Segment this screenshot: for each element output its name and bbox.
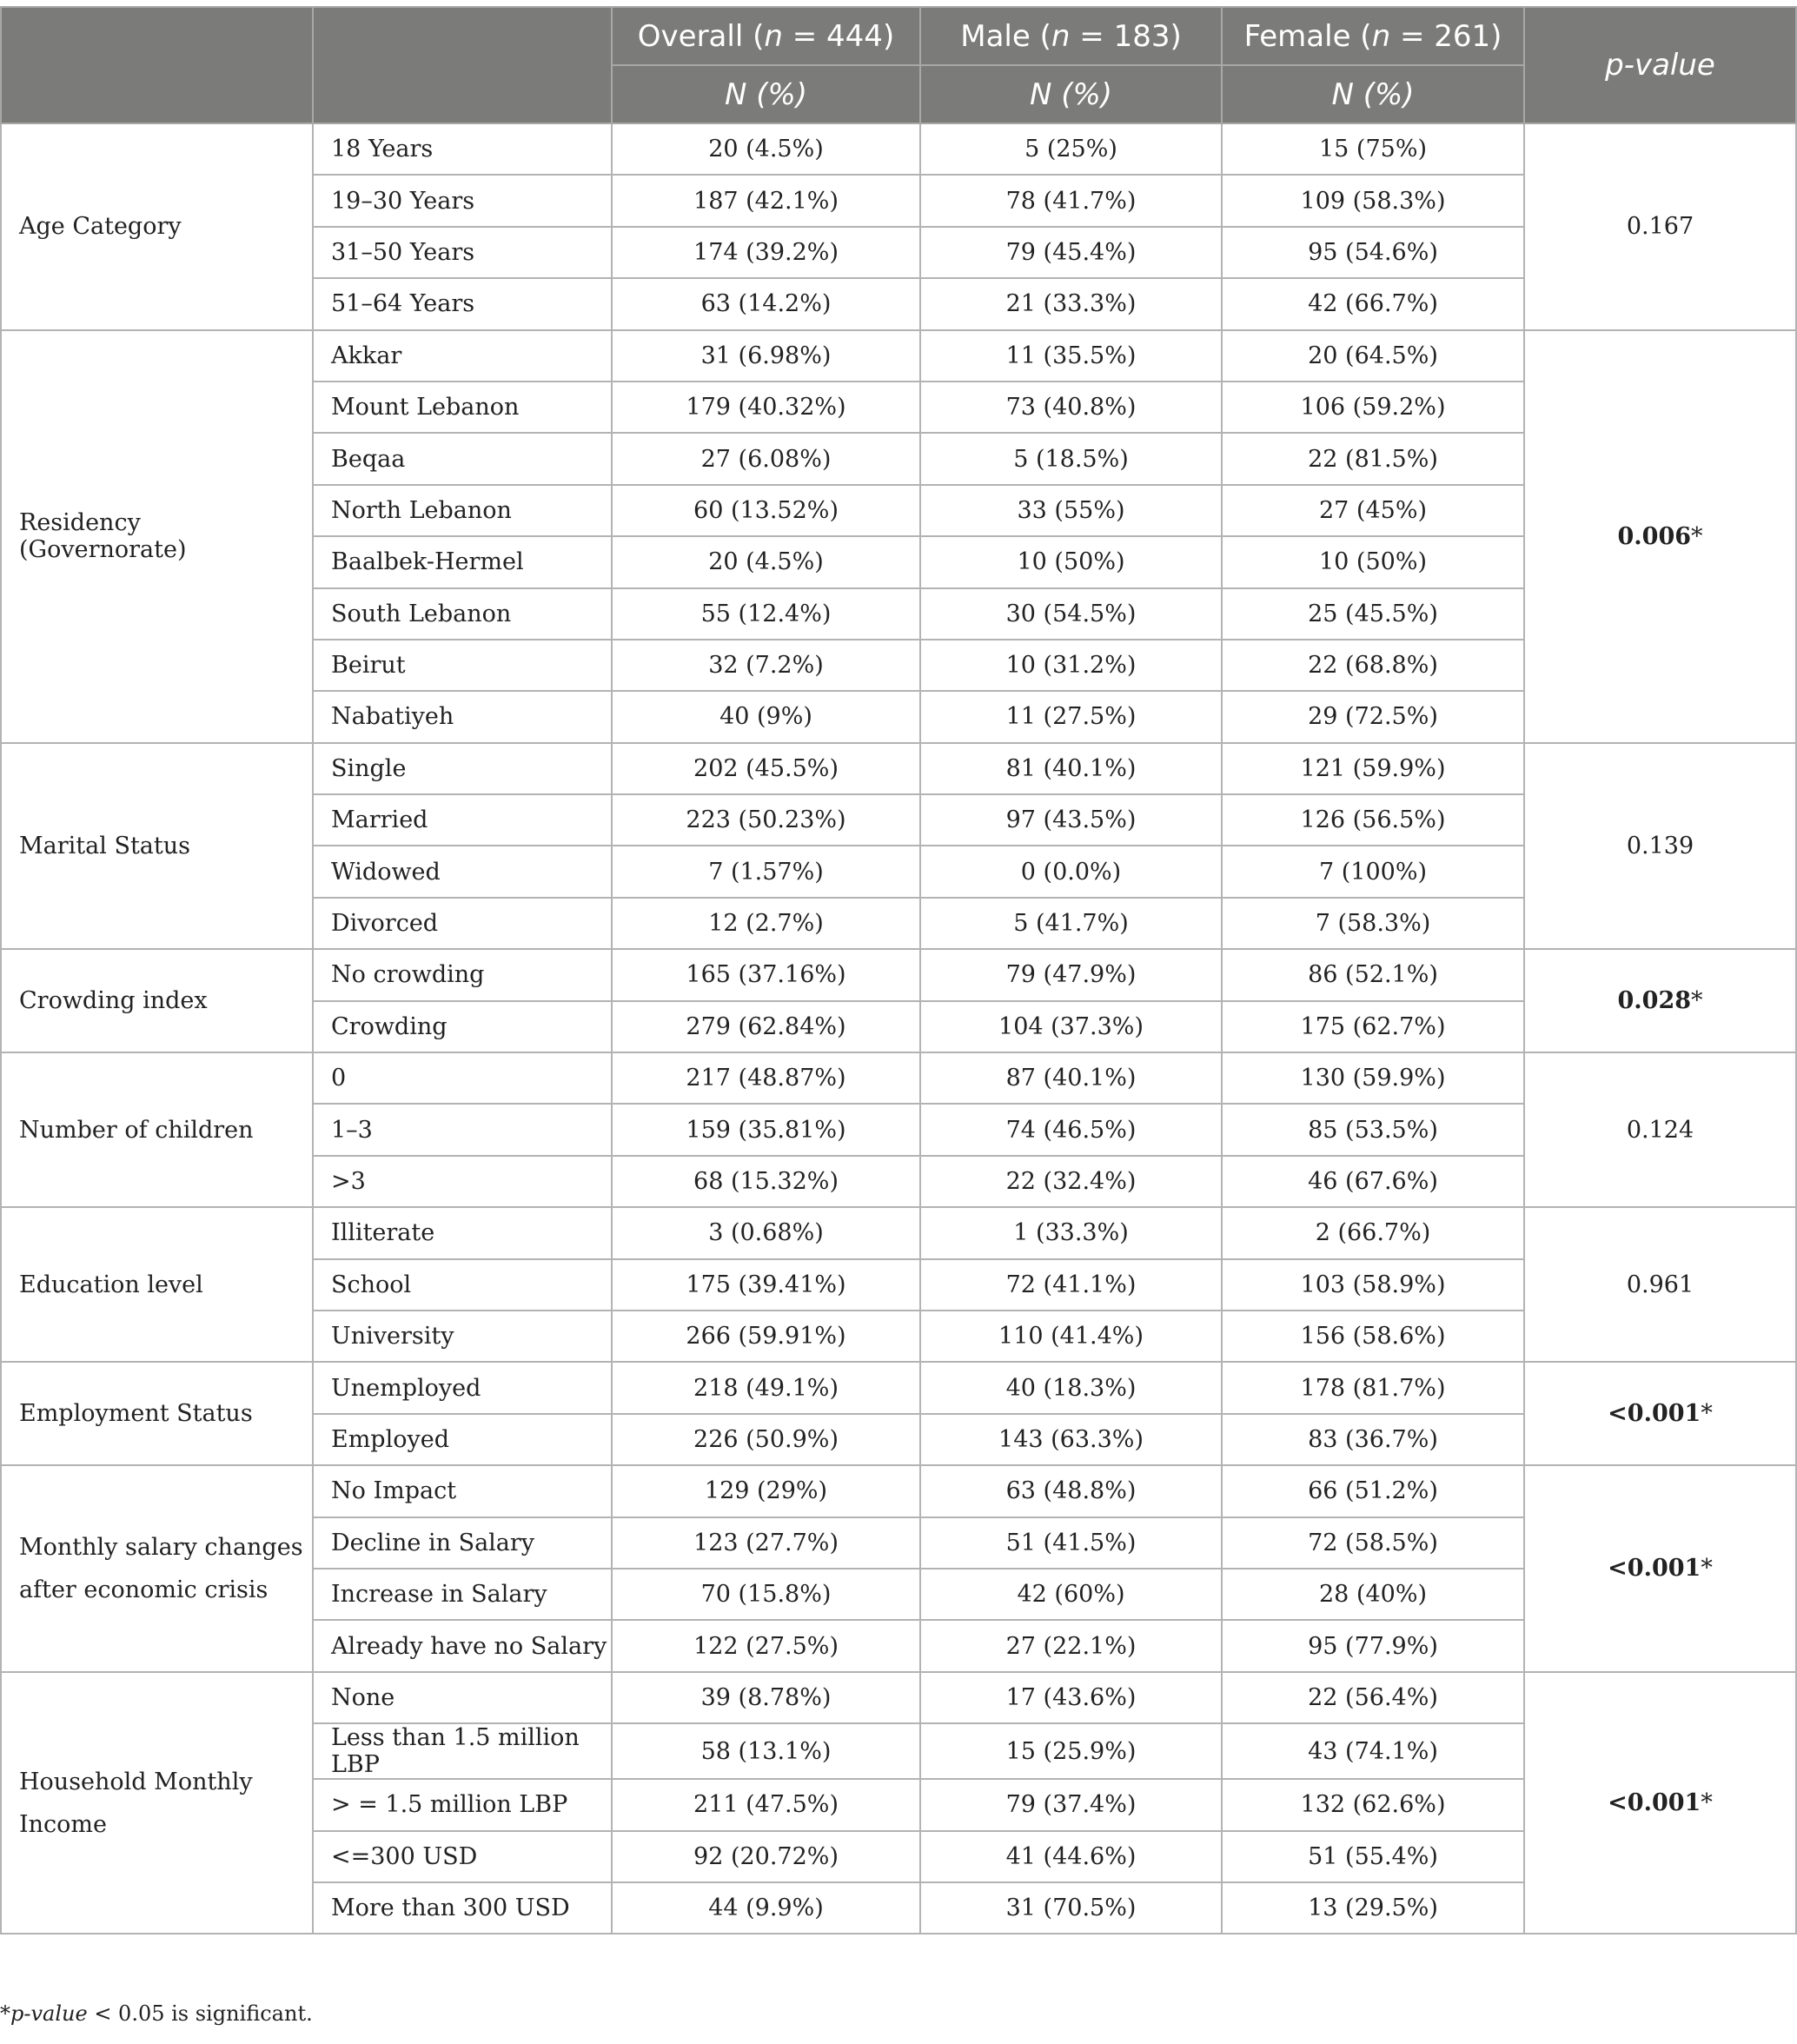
table-row [1,123,1796,175]
male-value: 5 (41.7%) [920,898,1222,949]
category-label: Employment Status [1,1362,313,1465]
category-label: Number of children [1,1052,313,1207]
overall-value: 68 (15.32%) [612,1156,920,1207]
male-value: 79 (47.9%) [920,949,1222,1000]
male-value: 72 (41.1%) [920,1259,1222,1311]
subcategory-label: Illiterate [313,1207,612,1258]
female-value: 22 (68.8%) [1222,640,1524,691]
male-value: 30 (54.5%) [920,588,1222,640]
overall-value: 44 (9.9%) [612,1882,920,1934]
table-row [1,1672,1796,1723]
footnote: *p-value < 0.05 is significant. [0,2001,313,2026]
pvalue: 0.006 [1617,522,1692,550]
pvalue-cell [1524,1207,1796,1362]
male-value: 10 (50%) [920,536,1222,587]
female-value: 103 (58.9%) [1222,1259,1524,1311]
male-value: 10 (31.2%) [920,640,1222,691]
male-value: 21 (33.3%) [920,278,1222,329]
subheader-overall: N (%) [612,65,920,123]
pvalue-cell [1524,1362,1796,1465]
subcategory-label: South Lebanon [313,588,612,640]
male-value: 40 (18.3%) [920,1362,1222,1413]
male-value: 33 (55%) [920,485,1222,536]
pvalue: <0.001 [1608,1789,1701,1817]
category-label: Crowding index [1,949,313,1052]
subcategory-label: >3 [313,1156,612,1207]
category-label-line: Income [19,1810,108,1838]
category-label-line: Household Monthly [19,1768,253,1795]
overall-value: 165 (37.16%) [612,949,920,1000]
female-value: 132 (62.6%) [1222,1779,1524,1830]
pvalue-cell [1524,123,1796,330]
overall-value: 20 (4.5%) [612,123,920,175]
subcategory-label: Less than 1.5 million LBP [313,1723,612,1779]
subcategory-label: <=300 USD [313,1831,612,1882]
overall-value: 32 (7.2%) [612,640,920,691]
pvalue-cell [1524,330,1796,743]
subcategory-label: More than 300 USD [313,1882,612,1934]
pvalue: <0.001 [1608,1400,1701,1428]
female-value: 95 (54.6%) [1222,227,1524,278]
subcategory-label: 18 Years [313,123,612,175]
female-value: 2 (66.7%) [1222,1207,1524,1258]
male-value: 104 (37.3%) [920,1001,1222,1052]
female-value: 13 (29.5%) [1222,1882,1524,1934]
header-overall: Overall (n = 444) [612,7,920,65]
female-value: 86 (52.1%) [1222,949,1524,1000]
subcategory-label: Divorced [313,898,612,949]
male-value: 42 (60%) [920,1569,1222,1620]
male-value: 81 (40.1%) [920,743,1222,794]
table-row [1,1465,1796,1516]
subcategory-label: No Impact [313,1465,612,1516]
category-label: Age Category [1,123,313,330]
female-value: 156 (58.6%) [1222,1311,1524,1362]
female-value: 106 (59.2%) [1222,382,1524,433]
pvalue: <0.001 [1608,1555,1701,1583]
female-value: 29 (72.5%) [1222,691,1524,742]
overall-value: 63 (14.2%) [612,278,920,329]
overall-value: 122 (27.5%) [612,1620,920,1671]
female-value: 130 (59.9%) [1222,1052,1524,1104]
header-male: Male (n = 183) [920,7,1222,65]
overall-value: 223 (50.23%) [612,794,920,846]
overall-value: 226 (50.9%) [612,1414,920,1465]
header-female: Female (n = 261) [1222,7,1524,65]
female-value: 85 (53.5%) [1222,1104,1524,1155]
female-value: 15 (75%) [1222,123,1524,175]
subcategory-label: 19–30 Years [313,175,612,226]
subheader-male: N (%) [920,65,1222,123]
subcategory-label: Widowed [313,846,612,897]
female-value: 121 (59.9%) [1222,743,1524,794]
male-value: 11 (35.5%) [920,330,1222,382]
subcategory-label: Employed [313,1414,612,1465]
male-value: 110 (41.4%) [920,1311,1222,1362]
overall-value: 92 (20.72%) [612,1831,920,1882]
male-value: 1 (33.3%) [920,1207,1222,1258]
subcategory-label: Akkar [313,330,612,382]
significance-marker: * [1691,522,1703,550]
subcategory-label: Beqaa [313,433,612,484]
overall-value: 175 (39.41%) [612,1259,920,1311]
category-label [1,1672,313,1934]
overall-value: 39 (8.78%) [612,1672,920,1723]
female-value: 42 (66.7%) [1222,278,1524,329]
male-value: 31 (70.5%) [920,1882,1222,1934]
subcategory-label: University [313,1311,612,1362]
male-value: 51 (41.5%) [920,1517,1222,1569]
table-row [1,1207,1796,1258]
female-value: 7 (100%) [1222,846,1524,897]
male-value: 41 (44.6%) [920,1831,1222,1882]
overall-value: 217 (48.87%) [612,1052,920,1104]
overall-value: 70 (15.8%) [612,1569,920,1620]
overall-value: 174 (39.2%) [612,227,920,278]
overall-value: 187 (42.1%) [612,175,920,226]
subcategory-label: Single [313,743,612,794]
subcategory-label: None [313,1672,612,1723]
overall-value: 58 (13.1%) [612,1723,920,1779]
pvalue-cell [1524,1672,1796,1934]
overall-value: 266 (59.91%) [612,1311,920,1362]
header-row-1 [1,7,1796,65]
subcategory-label: Mount Lebanon [313,382,612,433]
category-label: Marital Status [1,743,313,950]
female-value: 7 (58.3%) [1222,898,1524,949]
table-row [1,1362,1796,1413]
subcategory-label: Already have no Salary [313,1620,612,1671]
subcategory-label: Baalbek-Hermel [313,536,612,587]
male-value: 74 (46.5%) [920,1104,1222,1155]
male-value: 17 (43.6%) [920,1672,1222,1723]
overall-value: 123 (27.7%) [612,1517,920,1569]
pvalue: 0.028 [1617,987,1692,1015]
subcategory-label: Nabatiyeh [313,691,612,742]
subcategory-label: Beirut [313,640,612,691]
subcategory-label: 0 [313,1052,612,1104]
pvalue: 0.124 [1626,1116,1694,1144]
female-value: 51 (55.4%) [1222,1831,1524,1882]
subcategory-label: No crowding [313,949,612,1000]
pvalue-cell [1524,949,1796,1052]
overall-value: 27 (6.08%) [612,433,920,484]
male-value: 87 (40.1%) [920,1052,1222,1104]
category-label: Education level [1,1207,313,1362]
female-value: 46 (67.6%) [1222,1156,1524,1207]
female-value: 28 (40%) [1222,1569,1524,1620]
subcategory-label: 31–50 Years [313,227,612,278]
overall-value: 12 (2.7%) [612,898,920,949]
overall-value: 20 (4.5%) [612,536,920,587]
female-value: 83 (36.7%) [1222,1414,1524,1465]
female-value: 72 (58.5%) [1222,1517,1524,1569]
subcategory-label: Increase in Salary [313,1569,612,1620]
male-value: 5 (18.5%) [920,433,1222,484]
category-label-line: Monthly salary changes [19,1533,303,1561]
overall-value: 55 (12.4%) [612,588,920,640]
pvalue-cell [1524,1052,1796,1207]
overall-value: 179 (40.32%) [612,382,920,433]
female-value: 175 (62.7%) [1222,1001,1524,1052]
male-value: 63 (48.8%) [920,1465,1222,1516]
female-value: 66 (51.2%) [1222,1465,1524,1516]
header-pvalue: p-value [1524,7,1796,123]
subcategory-label: > = 1.5 million LBP [313,1779,612,1830]
header-category [1,7,313,123]
female-value: 126 (56.5%) [1222,794,1524,846]
pvalue-cell [1524,1465,1796,1672]
female-value: 43 (74.1%) [1222,1723,1524,1779]
subcategory-label: Unemployed [313,1362,612,1413]
female-value: 22 (56.4%) [1222,1672,1524,1723]
overall-value: 218 (49.1%) [612,1362,920,1413]
category-label-line: after economic crisis [19,1576,269,1603]
table-row [1,1052,1796,1104]
overall-value: 3 (0.68%) [612,1207,920,1258]
male-value: 79 (37.4%) [920,1779,1222,1830]
overall-value: 40 (9%) [612,691,920,742]
category-label [1,1465,313,1672]
overall-value: 129 (29%) [612,1465,920,1516]
pvalue: 0.961 [1626,1271,1694,1298]
female-value: 95 (77.9%) [1222,1620,1524,1671]
table-row [1,330,1796,382]
male-value: 143 (63.3%) [920,1414,1222,1465]
female-value: 109 (58.3%) [1222,175,1524,226]
significance-marker: * [1701,1789,1713,1817]
male-value: 78 (41.7%) [920,175,1222,226]
pvalue-cell [1524,743,1796,950]
overall-value: 60 (13.52%) [612,485,920,536]
female-value: 22 (81.5%) [1222,433,1524,484]
male-value: 27 (22.1%) [920,1620,1222,1671]
female-value: 27 (45%) [1222,485,1524,536]
header-subcategory [313,7,612,123]
subcategory-label: North Lebanon [313,485,612,536]
male-value: 5 (25%) [920,123,1222,175]
table-row [1,743,1796,794]
male-value: 79 (45.4%) [920,227,1222,278]
female-value: 178 (81.7%) [1222,1362,1524,1413]
subcategory-label: Crowding [313,1001,612,1052]
male-value: 0 (0.0%) [920,846,1222,897]
male-value: 15 (25.9%) [920,1723,1222,1779]
female-value: 10 (50%) [1222,536,1524,587]
table-row [1,949,1796,1000]
female-value: 25 (45.5%) [1222,588,1524,640]
subcategory-label: School [313,1259,612,1311]
overall-value: 279 (62.84%) [612,1001,920,1052]
pvalue: 0.139 [1626,832,1694,859]
subcategory-label: Married [313,794,612,846]
significance-marker: * [1701,1555,1713,1583]
subcategory-label: 51–64 Years [313,278,612,329]
overall-value: 7 (1.57%) [612,846,920,897]
male-value: 11 (27.5%) [920,691,1222,742]
demographics-table [0,6,1797,1934]
overall-value: 202 (45.5%) [612,743,920,794]
overall-value: 159 (35.81%) [612,1104,920,1155]
female-value: 20 (64.5%) [1222,330,1524,382]
subcategory-label: Decline in Salary [313,1517,612,1569]
subheader-female: N (%) [1222,65,1524,123]
significance-marker: * [1701,1400,1713,1428]
male-value: 73 (40.8%) [920,382,1222,433]
male-value: 97 (43.5%) [920,794,1222,846]
category-label: Residency (Governorate) [1,330,313,743]
overall-value: 211 (47.5%) [612,1779,920,1830]
pvalue: 0.167 [1626,213,1694,241]
subcategory-label: 1–3 [313,1104,612,1155]
significance-marker: * [1691,987,1703,1015]
overall-value: 31 (6.98%) [612,330,920,382]
table-body [1,123,1796,1934]
male-value: 22 (32.4%) [920,1156,1222,1207]
